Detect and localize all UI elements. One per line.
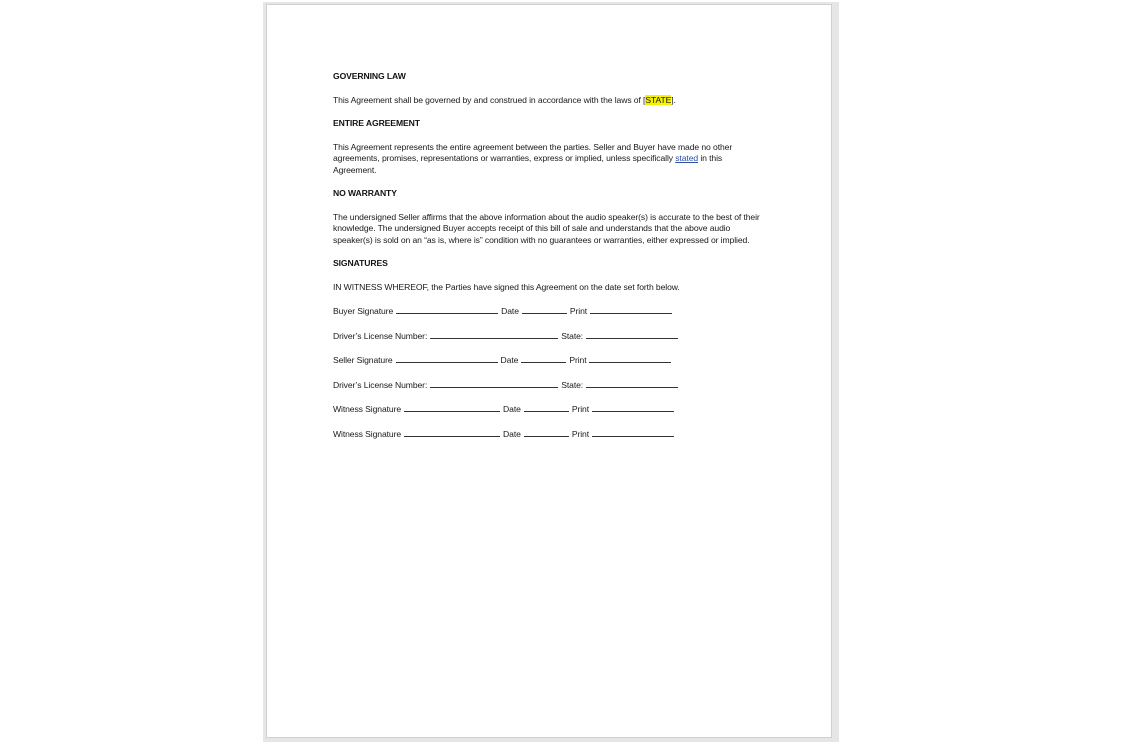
buyer-signature-line xyxy=(333,305,763,318)
witness-2-signature-line xyxy=(333,428,763,441)
witness-1-signature-blank[interactable] xyxy=(404,403,500,412)
witness-1-date-label: Date xyxy=(503,404,521,414)
seller-signature-line xyxy=(333,354,763,367)
seller-state-label: State: xyxy=(561,379,584,390)
no-warranty-paragraph: The undersigned Seller affirms that the above information about the audio speaker(s) is accurate to the best of their knowledge. The undersigned Buyer accepts receipt of this bill of sale and understands that the above audio speaker(s) is sold on an “as is, where is” condition with no guarantees or warranties, either expressed or implied. xyxy=(333,211,760,245)
witness-2-date-blank[interactable] xyxy=(524,428,569,437)
seller-license-line xyxy=(333,379,763,392)
witness-1-print-blank[interactable] xyxy=(592,403,674,412)
buyer-state-blank[interactable] xyxy=(586,330,678,339)
no-warranty-heading: NO WARRANTY xyxy=(333,188,397,198)
witness-2-print-blank[interactable] xyxy=(592,428,674,437)
seller-date-label: Date xyxy=(500,355,519,365)
seller-license-label: Driver’s License Number: xyxy=(333,379,428,390)
buyer-print-blank[interactable] xyxy=(590,305,672,314)
seller-print-blank[interactable] xyxy=(589,354,671,363)
witness-1-print-label: Print xyxy=(571,404,589,414)
seller-state-blank[interactable] xyxy=(586,379,678,388)
witness-1-signature-label: Witness Signature xyxy=(333,404,402,414)
witness-whereof-paragraph: IN WITNESS WHEREOF, the Parties have signed this Agreement on the date set forth below. xyxy=(333,281,680,292)
buyer-license-blank[interactable] xyxy=(430,330,558,339)
seller-license-blank[interactable] xyxy=(430,379,558,388)
seller-signature-blank[interactable] xyxy=(396,354,498,363)
seller-signature-label: Seller Signature xyxy=(333,355,393,365)
witness-2-signature-label: Witness Signature xyxy=(333,428,402,439)
witness-2-print-label: Print xyxy=(571,428,589,439)
buyer-state-label: State: xyxy=(561,330,584,341)
governing-law-heading: GOVERNING LAW xyxy=(333,71,406,81)
witness-1-signature-line xyxy=(333,403,763,416)
governing-law-text-before: This Agreement shall be governed by and construed in accordance with the laws of [ xyxy=(333,94,646,105)
buyer-signature-blank[interactable] xyxy=(396,305,498,314)
entire-agreement-text-before: This Agreement represents the entire agreement between the parties. Seller and Buyer have made no other agreements, promises, representations or warranties, express or implied, unless specifically xyxy=(333,141,733,163)
buyer-date-blank[interactable] xyxy=(522,305,567,314)
page-frame xyxy=(263,2,839,742)
entire-agreement-paragraph xyxy=(333,142,763,177)
buyer-license-line xyxy=(333,330,763,343)
witness-2-date-label: Date xyxy=(503,428,521,439)
governing-law-text-after: ]. xyxy=(671,94,676,105)
stated-spellcheck-word[interactable]: stated xyxy=(675,153,699,163)
buyer-signature-label: Buyer Signature xyxy=(333,306,394,316)
document-page xyxy=(266,4,832,738)
document-content xyxy=(333,71,763,452)
seller-print-label: Print xyxy=(569,355,587,365)
governing-law-paragraph xyxy=(333,95,763,107)
entire-agreement-heading: ENTIRE AGREEMENT xyxy=(333,118,420,128)
state-placeholder-highlight: STATE xyxy=(645,94,672,105)
buyer-date-label: Date xyxy=(501,306,519,316)
seller-date-blank[interactable] xyxy=(521,354,566,363)
buyer-print-label: Print xyxy=(569,306,588,316)
witness-1-date-blank[interactable] xyxy=(524,403,569,412)
entire-agreement-text-after: in this Agreement. xyxy=(333,153,723,175)
signatures-heading: SIGNATURES xyxy=(333,258,388,268)
buyer-license-label: Driver’s License Number: xyxy=(333,330,428,341)
witness-2-signature-blank[interactable] xyxy=(404,428,500,437)
